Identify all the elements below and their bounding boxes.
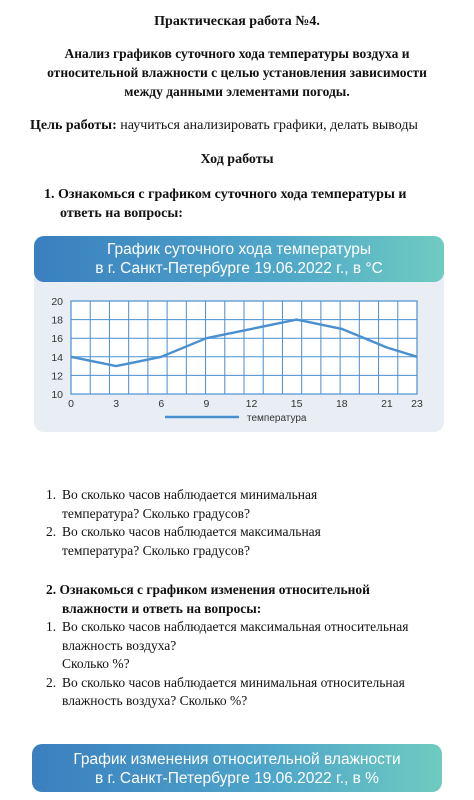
temperature-chart-card	[34, 236, 444, 432]
x-tick-label: 15	[290, 398, 303, 410]
question-item	[46, 486, 466, 523]
question-number: 2.	[46, 674, 57, 690]
y-tick-label: 12	[51, 370, 63, 383]
temperature-chart	[34, 290, 444, 432]
subtitle-line: между данными элементами погоды.	[124, 84, 350, 99]
y-tick-label: 20	[51, 296, 63, 308]
question-number: 1.	[46, 487, 57, 502]
task-2-heading	[46, 580, 466, 618]
x-tick-label: 23	[411, 398, 423, 410]
y-tick-label: 14	[51, 351, 63, 364]
x-tick-label: 18	[335, 398, 348, 410]
temperature-chart-header	[34, 236, 444, 282]
chart-title-line: в г. Санкт-Петербурге 19.06.2022 г., в °С	[95, 260, 383, 277]
question-line: температура? Сколько градусов?	[62, 505, 250, 521]
work-goal	[30, 118, 460, 134]
task-2-questions	[46, 618, 466, 711]
question-line: Во сколько часов наблюдается минимальная относительная	[62, 674, 405, 690]
work-subtitle	[20, 44, 454, 101]
x-tick-label: 12	[245, 398, 258, 410]
y-tick-label: 10	[51, 389, 63, 401]
question-item	[46, 618, 466, 674]
question-item	[46, 674, 466, 711]
task-1-line: 1. Ознакомься с графиком суточного хода температуры и	[44, 187, 407, 202]
task-2-line: влажности и ответь на вопросы:	[62, 601, 262, 616]
question-line: влажность воздуха? Сколько %?	[62, 693, 248, 708]
x-tick-label: 9	[203, 398, 210, 410]
goal-text: научиться анализировать графики, делать выводы	[116, 118, 418, 133]
question-line: температура? Сколько градусов?	[62, 542, 250, 558]
chart-title-line: в г. Санкт-Петербурге 19.06.2022 г., в %	[95, 770, 379, 787]
humidity-chart-header	[32, 744, 442, 792]
question-line: Во сколько часов наблюдается максимальная относительная	[62, 619, 409, 634]
question-number: 2.	[46, 524, 57, 539]
task-1-line: ответь на вопросы:	[60, 206, 183, 221]
progress-heading: Ход работы	[200, 152, 274, 167]
x-tick-label: 3	[113, 398, 120, 410]
x-tick-label: 6	[158, 398, 165, 410]
y-tick-label: 18	[51, 314, 63, 327]
task-1-heading	[44, 185, 464, 223]
question-number: 1.	[46, 619, 57, 634]
x-tick-label: 0	[68, 398, 74, 410]
y-tick-label: 16	[51, 333, 63, 346]
question-line: Сколько %?	[62, 656, 130, 671]
subtitle-line: относительной влажности с целью установления зависимости	[47, 65, 427, 80]
question-line: влажность воздуха?	[62, 637, 177, 653]
x-tick-label: 21	[381, 398, 393, 410]
question-line: Во сколько часов наблюдается минимальная	[62, 487, 318, 502]
task-2-line: 2. Ознакомься с графиком изменения относительной	[46, 582, 370, 597]
question-line: Во сколько часов наблюдается максимальная	[62, 524, 321, 539]
task-1-questions	[46, 486, 466, 560]
legend-label: температура	[247, 413, 307, 424]
goal-label: Цель работы:	[30, 118, 117, 133]
page-title: Практическая работа №4.	[154, 14, 320, 29]
chart-title-line: График суточного хода температуры	[106, 241, 371, 258]
chart-title-line: График изменения относительной влажности	[73, 751, 401, 768]
subtitle-line: Анализ графиков суточного хода температуры воздуха и	[64, 46, 410, 61]
question-item	[46, 523, 466, 560]
